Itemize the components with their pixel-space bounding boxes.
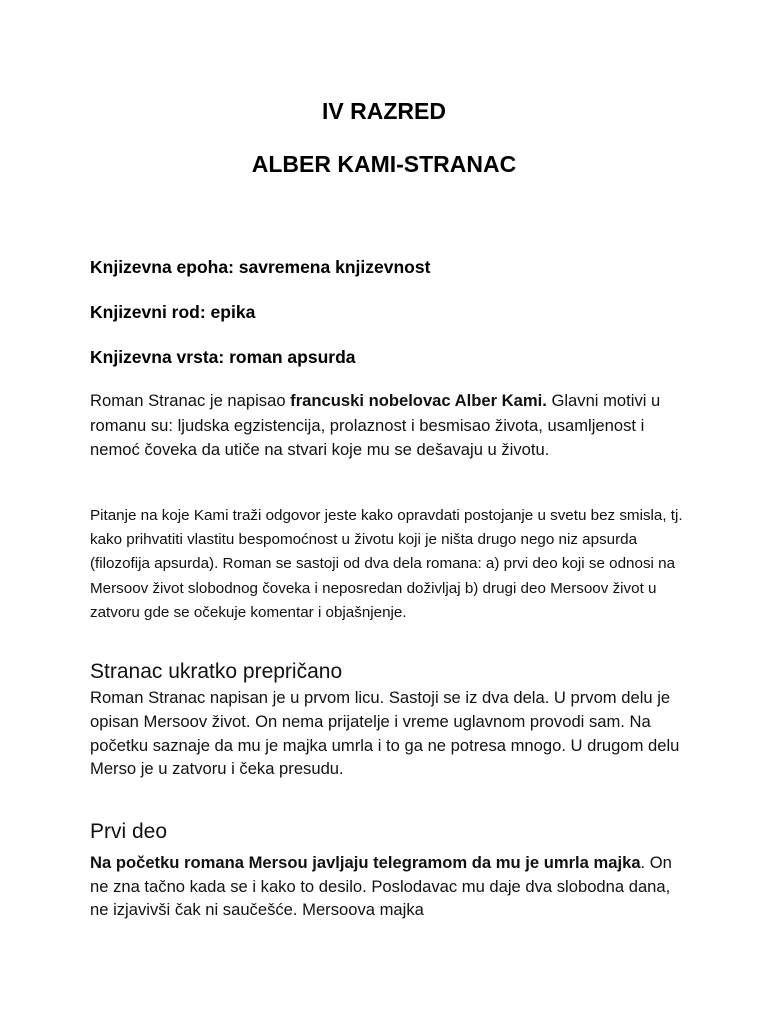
part-one-heading: Prvi deo [90,820,168,843]
class-heading: IV RAZRED [322,98,446,124]
intro-author-emphasis: francuski nobelovac Alber Kami. [290,391,547,410]
intro-text-rest: Glavni motivi u romanu su: ljudska egzistencija, prolaznost i besmisao života, usamljenost i nemoć čoveka da utiče na stvari koje mu se dešavaju u životu. [90,391,661,459]
literary-epoch: Knjizevna epoha: savremena knjizevnost [90,257,431,277]
book-title: ALBER KAMI-STRANAC [251,151,517,177]
absurd-paragraph: Pitanje na koje Kami traži odgovor jeste kako opravdati postojanje u svetu bez smisla, tj. kako prihvatiti vlastitu bespomoćnost u životu koji je ništa drugo nego niz apsurda (filozofija apsurda). Roman se sastoji od dva dela romana: a) prvi deo koji se odnosi na Mersoov život slobodnog čoveka i neposredan doživljaj b) drugi deo Mersoov život u zatvoru gde se očekuje komentar i objašnjenje. [90,507,683,621]
literary-type: Knjizevna vrsta: roman apsurda [90,347,356,367]
part-one-text: . On ne zna tačno kada se i kako to desilo. Poslodavac mu daje dva slobodna dana, ne izjavivši čak ni saučešće. Mersoova majka [90,853,672,919]
intro-text-start: Roman Stranac je napisao [90,391,291,410]
summary-heading: Stranac ukratko prepričano [90,660,343,683]
literary-genre: Knjizevni rod: epika [90,302,256,322]
part-one-paragraph [90,851,684,922]
intro-paragraph [90,389,684,463]
part-one-emphasis: Na početku romana Mersou javljaju telegramom da mu je umrla majka [90,853,641,872]
summary-paragraph: Roman Stranac napisan je u prvom licu. Sastoji se iz dva dela. U prvom delu je opisan Mersoov život. On nema prijatelje i vreme uglavnom provodi sam. Na početku saznaje da mu je majka umrla i to ga ne potresa mnogo. U drugom delu Merso je u zatvoru i čeka presudu. [90,688,680,779]
